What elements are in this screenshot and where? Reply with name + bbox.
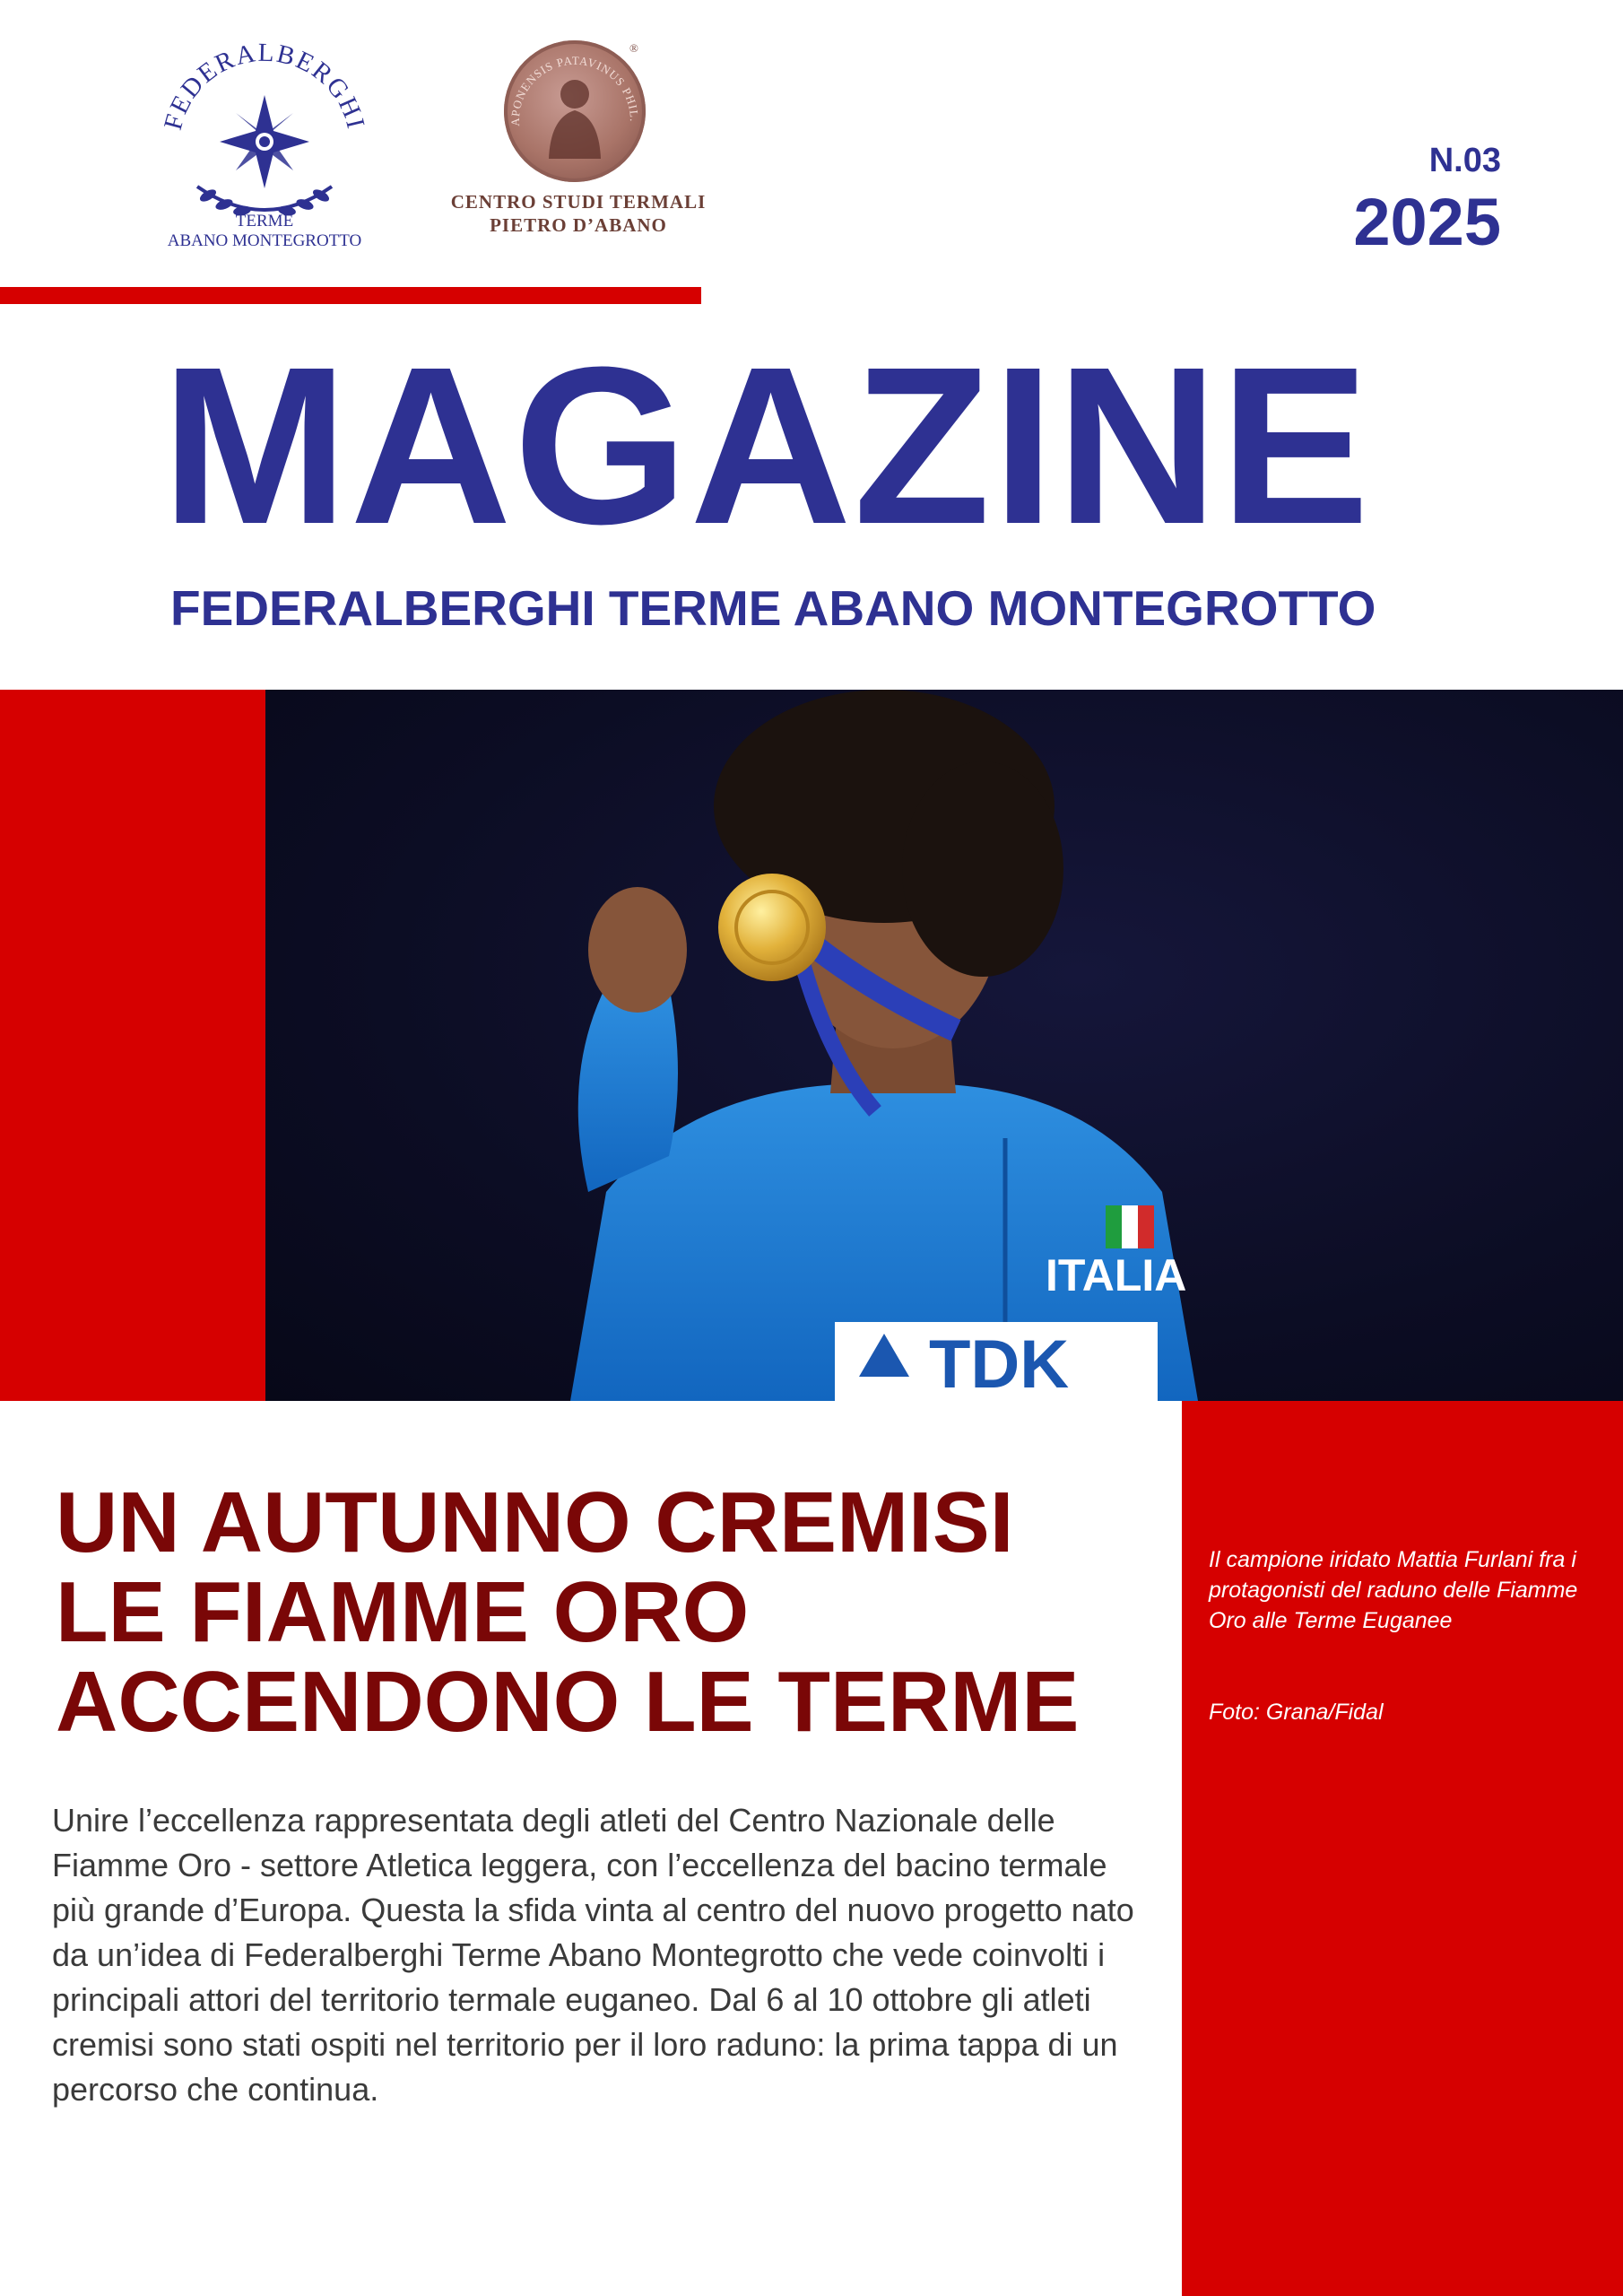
federalberghi-caption-line1: TERME — [235, 212, 294, 230]
hero-photo — [265, 690, 1623, 1401]
pietro-dabano-medal-icon — [504, 40, 646, 182]
svg-text:PETRUS APONENSIS PATAVINUS PHI: APONENSIS PATAVINUS PHIL. — [508, 53, 642, 127]
centro-caption-line1: CENTRO STUDI TERMALI — [450, 191, 707, 213]
bib-sponsor-text: TDK — [929, 1326, 1070, 1401]
photo-credit: Foto: Grana/Fidal — [1209, 1700, 1384, 1725]
hero-red-band — [0, 690, 265, 1401]
headline-line-1: UN AUTUNNO CREMISI — [56, 1474, 1014, 1570]
caption-panel — [1182, 1401, 1623, 2296]
masthead-title: MAGAZINE — [161, 320, 1372, 570]
issue-year: 2025 — [1353, 185, 1501, 259]
svg-text:FEDERALBERGHI: FEDERALBERGHI — [161, 38, 368, 134]
masthead-subtitle: FEDERALBERGHI TERME ABANO MONTEGROTTO — [170, 580, 1376, 636]
issue-number: N.03 — [1428, 142, 1501, 179]
federalberghi-logo — [161, 25, 368, 258]
registered-mark-icon: ® — [629, 41, 638, 55]
headline-line-2: LE FIAMME ORO — [56, 1564, 750, 1660]
medal-seal — [504, 40, 646, 182]
photo-caption: Il campione iridato Mattia Furlani fra i protagonisti del raduno delle Fiamme Oro alle Terme Euganee — [1209, 1547, 1578, 1633]
headline-line-3: ACCENDONO LE TERME — [56, 1654, 1080, 1750]
federalberghi-caption-line2: ABANO MONTEGROTTO — [167, 231, 362, 250]
jersey-text: ITALIA — [1046, 1250, 1187, 1300]
article-body: Unire l’eccellenza rappresentata degli atleti del Centro Nazionale delle Fiamme Oro - settore Atletica leggera, con l’eccellenza del bacino termale più grande d’Europa. Questa la sfida vinta al centro del nuovo progetto nato da un’idea di Federalberghi Terme Abano Montegrotto che vede coinvolti i principali attori del territorio termale euganeo. Dal 6 al 10 ottobre gli atleti cremisi sono stati ospiti nel territorio per il loro raduno: la prima tappa di un percorso che continua. — [52, 1802, 1134, 2108]
article-headline — [56, 1474, 1176, 1750]
centro-studi-logo — [448, 36, 708, 242]
athlete-with-medal-image — [265, 690, 1623, 1401]
header-divider — [0, 287, 701, 304]
centro-caption-line2: PIETRO D’ABANO — [490, 214, 667, 236]
